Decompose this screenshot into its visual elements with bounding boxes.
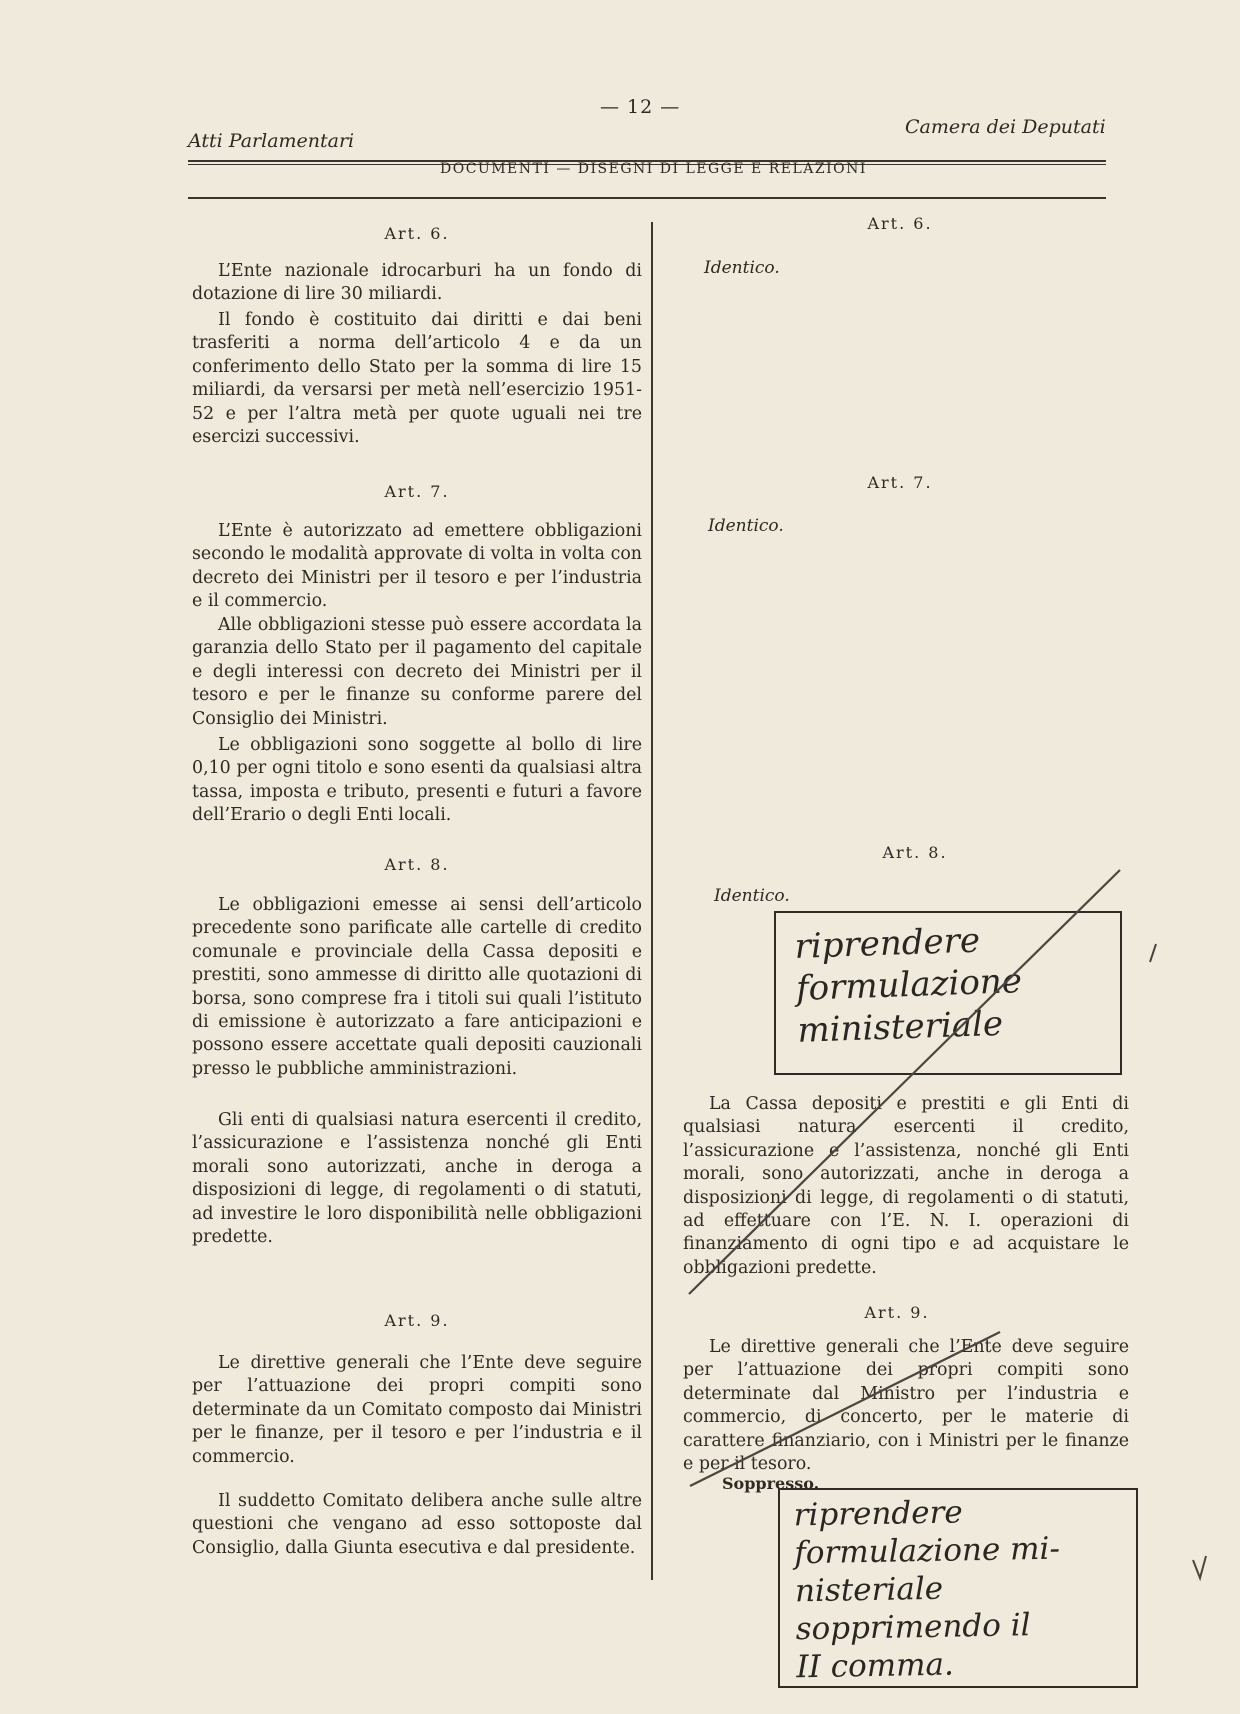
note1-line3: ministeriale bbox=[796, 1003, 1004, 1051]
right-art9-p2: Soppresso. bbox=[722, 1474, 820, 1493]
left-art9-p1-text: Le direttive generali che l’Ente deve seguire per l’attuazione dei propri compiti sono determinate da un Comitato composto dai Ministri per le finanze, per il tesoro e per l’industria e il commercio. bbox=[192, 1353, 642, 1467]
right-art6-text: Identico. bbox=[704, 258, 780, 278]
right-art8-title: Art. 8. bbox=[882, 843, 948, 862]
note2-line4: sopprimendo il bbox=[795, 1607, 1031, 1648]
left-art9-title: Art. 9. bbox=[384, 1311, 450, 1330]
left-art7-p1-text: L’Ente è autorizzato ad emettere obbligazioni secondo le modalità approvate di volta in volta con decreto dei Ministri per il tesoro e per l’industria e il commercio. bbox=[192, 521, 642, 612]
section-header: DOCUMENTI — DISEGNI DI LEGGE E RELAZIONI bbox=[440, 161, 867, 177]
right-art7-text: Identico. bbox=[708, 516, 784, 536]
left-art6-title: Art. 6. bbox=[384, 224, 450, 243]
left-art8-p1-text: Le obbligazioni emesse ai sensi dell’articolo precedente sono parificate alle cartelle di credito comunale e provinciale della Cassa depositi e prestiti, sono ammesse di diritto alle quotazioni di borsa, sono comprese fra i titoli sui quali l’istituto di emissione è autorizzato a fare anticipazioni e possono essere accettate quali depositi cauzionali presso le pubbliche amministrazioni. bbox=[192, 895, 642, 1079]
right-art9-p1-text: Le direttive generali che l’Ente deve seguire per l’attuazione dei propri compiti sono determinate dal Ministro per l’industria e commercio, di concerto, per le materie di carattere finanziario, con i Ministri per le finanze e per il tesoro. bbox=[683, 1337, 1129, 1475]
left-art6-p1-text: L’Ente nazionale idrocarburi ha un fondo di dotazione di lire 30 miliardi. bbox=[192, 261, 642, 305]
right-art6-title: Art. 6. bbox=[867, 214, 933, 233]
right-art8-p2-text: La Cassa depositi e prestiti e gli Enti di qualsiasi natura esercenti il credito, l’assicurazione e l’assistenza, nonché gli Enti morali, sono autorizzati, anche in deroga a disposizioni di legge, di regolamenti o di statuti, ad effettuare con l’E. N. I. operazioni di finanziamento di ogni tipo e ad acquistare le obbligazioni predette. bbox=[683, 1094, 1129, 1278]
note1-line1: riprendere bbox=[793, 920, 981, 967]
strike-art8-line bbox=[689, 870, 1120, 1294]
left-art9-p2-text: Il suddetto Comitato delibera anche sulle altre questioni che vengano ad esso sottoposte dal Consiglio, dalla Giunta esecutiva e dal presidente. bbox=[192, 1491, 642, 1558]
strike-art9-line bbox=[690, 1332, 1000, 1486]
header-right-title: Camera dei Deputati bbox=[905, 116, 1106, 138]
page-number: — 12 — bbox=[600, 96, 681, 118]
left-art8-p2-text: Gli enti di qualsiasi natura esercenti il credito, l’assicurazione e l’assistenza nonché gli Enti morali sono autorizzati, anche in deroga a disposizioni di legge, di regolamenti o di statuti, ad investire le loro disponibilità nelle obbligazioni predette. bbox=[192, 1110, 642, 1248]
header-left-title: Atti Parlamentari bbox=[188, 130, 355, 152]
note2-line2: formulazione mi- bbox=[794, 1530, 1061, 1572]
left-art7-title: Art. 7. bbox=[384, 482, 450, 501]
right-art7-title: Art. 7. bbox=[867, 473, 933, 492]
note2-line1: riprendere bbox=[793, 1494, 964, 1534]
margin-tick-2 bbox=[1193, 1556, 1206, 1578]
right-art9-title: Art. 9. bbox=[864, 1303, 930, 1322]
note2-line3: nisteriale bbox=[794, 1570, 944, 1610]
left-art7-p3-text: Le obbligazioni sono soggette al bollo di lire 0,10 per ogni titolo e sono esenti da qualsiasi altra tassa, imposta e tributo, presenti e futuri a favore dell’Erario o degli Enti locali. bbox=[192, 735, 642, 826]
note2-line5: II comma. bbox=[796, 1646, 955, 1686]
left-art8-title: Art. 8. bbox=[384, 855, 450, 874]
left-art6-p2-text: Il fondo è costituito dai diritti e dai beni trasferiti a norma dell’articolo 4 e da un conferimento dello Stato per la somma di lire 15 miliardi, da versarsi per metà nell’esercizio 1951-52 e per l’altra metà per quote uguali nei tre esercizi successivi. bbox=[192, 310, 642, 448]
right-art8-text: Identico. bbox=[714, 886, 790, 906]
margin-tick-1 bbox=[1150, 944, 1156, 962]
note1-line2: formulazione bbox=[795, 961, 1023, 1009]
left-art7-p2-text: Alle obbligazioni stesse può essere accordata la garanzia dello Stato per il pagamento del capitale e degli interessi con decreto dei Ministri per il tesoro e per le finanze su conforme parere del Consiglio dei Ministri. bbox=[192, 615, 642, 729]
